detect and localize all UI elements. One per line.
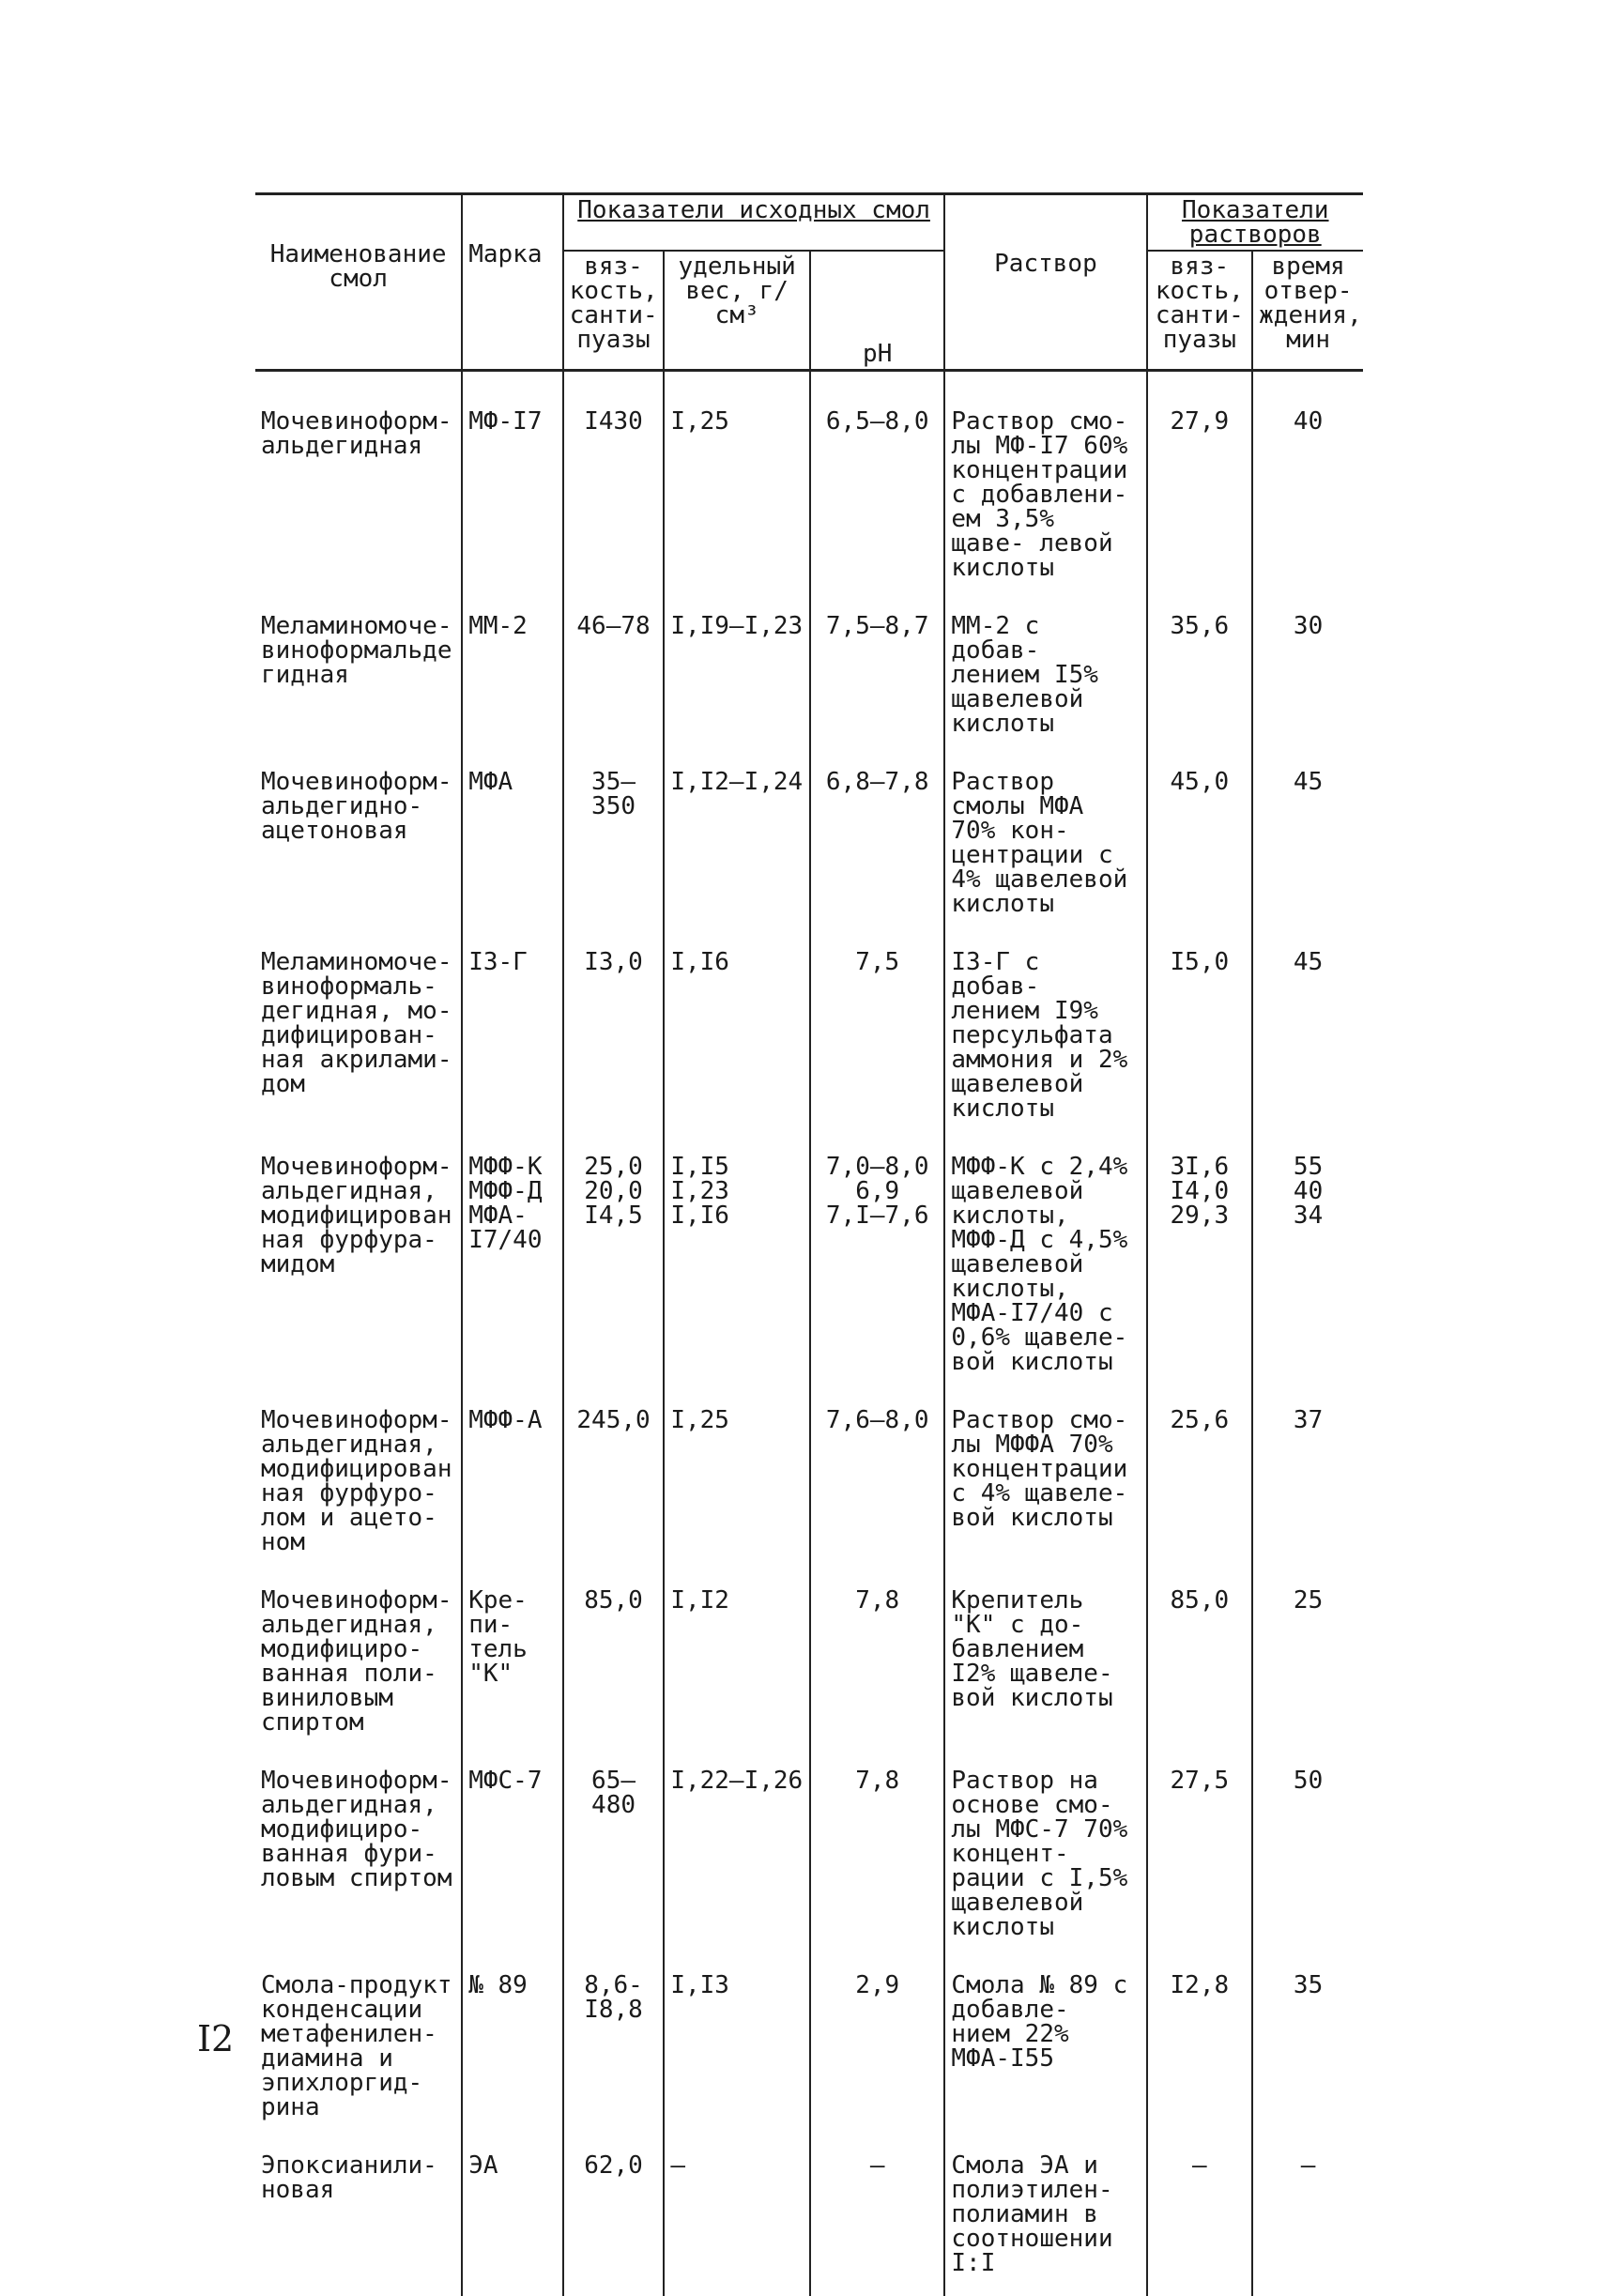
header-cure-time: время отвер- ждения, мин	[1252, 251, 1363, 371]
header-ph: pH	[810, 251, 944, 371]
header-viscosity: вяз- кость, санти- пуазы	[563, 251, 665, 371]
cell-ph: 7,5	[810, 937, 944, 1141]
cell-cure-time: 25	[1252, 1575, 1363, 1755]
cell-solution: ММ-2 с добав- лением I5% щавелевой кислоты	[944, 601, 1146, 757]
resin-properties-table	[255, 192, 1363, 2296]
cell-ph: 7,6–8,0	[810, 1395, 944, 1575]
cell-viscosity: I430	[563, 371, 665, 602]
cell-density: I,22–I,26	[664, 1755, 810, 1960]
header-mark: Марка	[462, 194, 563, 371]
cell-name: Мочевиноформ- альдегидно- ацетоновая	[255, 757, 462, 937]
table-row	[255, 937, 1363, 1141]
cell-sol-viscosity: 25,6	[1147, 1395, 1253, 1575]
cell-ph: 7,5–8,7	[810, 601, 944, 757]
cell-solution: МФФ-К с 2,4% щавелевой кислоты, МФФ-Д с 4,5% щавелевой кислоты, МФА-I7/40 с 0,6% щавеле- вой кислоты	[944, 1141, 1146, 1395]
header-name: Наименование смол	[255, 194, 462, 371]
table-row	[255, 601, 1363, 757]
cell-density: I,25	[664, 371, 810, 602]
cell-solution: Раствор смолы МФА 70% кон- центрации с 4% щавелевой кислоты	[944, 757, 1146, 937]
cell-mark: МФС-7	[462, 1755, 563, 1960]
cell-mark: МФ-I7	[462, 371, 563, 602]
cell-ph: –	[810, 2140, 944, 2296]
cell-density: I,I5 I,23 I,I6	[664, 1141, 810, 1395]
cell-sol-viscosity: 85,0	[1147, 1575, 1253, 1755]
cell-name: Меламиномоче- виноформаль- дегидная, мо- дифицирован- ная акрилами- дом	[255, 937, 462, 1141]
cell-mark: МФФ-А	[462, 1395, 563, 1575]
cell-ph: 7,8	[810, 1575, 944, 1755]
page-number: I2	[197, 2018, 234, 2059]
cell-name: Мочевиноформ- альдегидная	[255, 371, 462, 602]
cell-solution: Раствор на основе смо- лы МФС-7 70% концент- рации с I,5% щавелевой кислоты	[944, 1755, 1146, 1960]
cell-ph: 7,8	[810, 1755, 944, 1960]
cell-density: I,I3	[664, 1960, 810, 2140]
cell-density: I,I9–I,23	[664, 601, 810, 757]
cell-name: Меламиномоче- виноформальде гидная	[255, 601, 462, 757]
cell-sol-viscosity: 45,0	[1147, 757, 1253, 937]
header-solution: Раствор	[944, 194, 1146, 371]
cell-viscosity: 65–480	[563, 1755, 665, 1960]
cell-name: Мочевиноформ- альдегидная, модифициро- ванная поли- виниловым спиртом	[255, 1575, 462, 1755]
cell-sol-viscosity: 27,5	[1147, 1755, 1253, 1960]
header-group-resin: Показатели исходных смол	[563, 194, 945, 252]
cell-mark: I3-Г	[462, 937, 563, 1141]
cell-density: –	[664, 2140, 810, 2296]
cell-mark: Кре- пи- тель "К"	[462, 1575, 563, 1755]
cell-cure-time: 35	[1252, 1960, 1363, 2140]
cell-name: Мочевиноформ- альдегидная, модифицирован ная фурфура- мидом	[255, 1141, 462, 1395]
cell-viscosity: 62,0	[563, 2140, 665, 2296]
cell-cure-time: 50	[1252, 1755, 1363, 1960]
cell-name: Мочевиноформ- альдегидная, модифицирован ная фурфуро- лом и ацето- ном	[255, 1395, 462, 1575]
cell-sol-viscosity: 35,6	[1147, 601, 1253, 757]
cell-name: Смола-продукт конденсации метафенилен- диамина и эпихлоргид- рина	[255, 1960, 462, 2140]
cell-name: Эпоксианили- новая	[255, 2140, 462, 2296]
table-row	[255, 1755, 1363, 1960]
cell-sol-viscosity: 27,9	[1147, 371, 1253, 602]
table-row	[255, 1575, 1363, 1755]
cell-sol-viscosity: –	[1147, 2140, 1253, 2296]
cell-density: I,I2–I,24	[664, 757, 810, 937]
cell-cure-time: 45	[1252, 937, 1363, 1141]
table-row	[255, 1960, 1363, 2140]
cell-cure-time: 30	[1252, 601, 1363, 757]
table-row	[255, 757, 1363, 937]
cell-mark: МФФ-К МФФ-Д МФА- I7/40	[462, 1141, 563, 1395]
cell-viscosity: 85,0	[563, 1575, 665, 1755]
cell-solution: Раствор смо- лы МФ-I7 60% концентрации с добавлени- ем 3,5% щаве- левой кислоты	[944, 371, 1146, 602]
cell-density: I,25	[664, 1395, 810, 1575]
table-body	[255, 371, 1363, 2296]
table-row	[255, 1141, 1363, 1395]
cell-mark: МФА	[462, 757, 563, 937]
cell-solution: Смола № 89 с добавле- нием 22% МФА-I55	[944, 1960, 1146, 2140]
cell-sol-viscosity: I5,0	[1147, 937, 1253, 1141]
table-row	[255, 1395, 1363, 1575]
cell-cure-time: 37	[1252, 1395, 1363, 1575]
cell-name: Мочевиноформ- альдегидная, модифициро- ванная фури- ловым спиртом	[255, 1755, 462, 1960]
cell-sol-viscosity: 3I,6 I4,0 29,3	[1147, 1141, 1253, 1395]
cell-mark: № 89	[462, 1960, 563, 2140]
header-density: удельный вес, г/см³	[664, 251, 810, 371]
cell-cure-time: 40	[1252, 371, 1363, 602]
cell-solution: Смола ЭА и полиэтилен- полиамин в соотношении I:I	[944, 2140, 1146, 2296]
table-row	[255, 371, 1363, 602]
cell-ph: 6,8–7,8	[810, 757, 944, 937]
cell-solution: Раствор смо- лы МФФА 70% концентрации с 4% щавеле- вой кислоты	[944, 1395, 1146, 1575]
cell-density: I,I6	[664, 937, 810, 1141]
cell-mark: ЭА	[462, 2140, 563, 2296]
header-sol-viscosity: вяз- кость, санти- пуазы	[1147, 251, 1253, 371]
cell-ph: 6,5–8,0	[810, 371, 944, 602]
cell-viscosity: 245,0	[563, 1395, 665, 1575]
header-group-solution: Показатели растворов	[1147, 194, 1364, 252]
cell-ph: 2,9	[810, 1960, 944, 2140]
cell-ph: 7,0–8,0 6,9 7,I–7,6	[810, 1141, 944, 1395]
cell-viscosity: 46–78	[563, 601, 665, 757]
cell-viscosity: I3,0	[563, 937, 665, 1141]
cell-sol-viscosity: I2,8	[1147, 1960, 1253, 2140]
cell-cure-time: –	[1252, 2140, 1363, 2296]
cell-mark: ММ-2	[462, 601, 563, 757]
cell-solution: Крепитель "К" с до- бавлением I2% щавеле- вой кислоты	[944, 1575, 1146, 1755]
cell-viscosity: 8,6- I8,8	[563, 1960, 665, 2140]
cell-cure-time: 45	[1252, 757, 1363, 937]
table-header	[255, 194, 1363, 371]
cell-viscosity: 35–350	[563, 757, 665, 937]
cell-viscosity: 25,0 20,0 I4,5	[563, 1141, 665, 1395]
cell-solution: I3-Г с добав- лением I9% персульфата аммония и 2% щавелевой кислоты	[944, 937, 1146, 1141]
cell-cure-time: 55 40 34	[1252, 1141, 1363, 1395]
table-row	[255, 2140, 1363, 2296]
cell-density: I,I2	[664, 1575, 810, 1755]
